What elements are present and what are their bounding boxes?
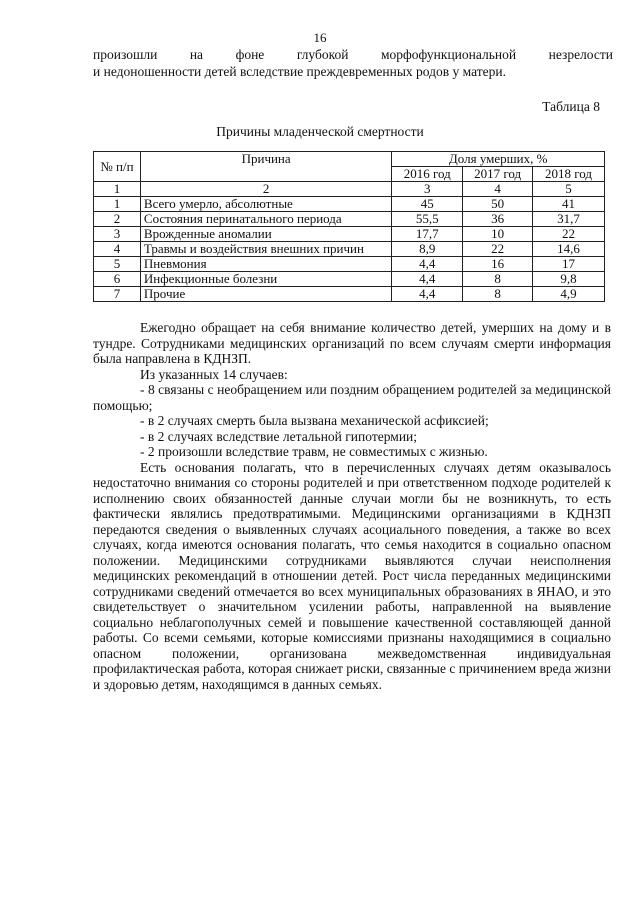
row-value-2018: 14,6 [533, 242, 605, 257]
row-value-2017: 10 [463, 227, 533, 242]
row-cause: Прочие [140, 287, 391, 302]
list-item: - в 2 случаях смерть была вызвана механической асфиксией; [140, 413, 489, 428]
table-cell: 3 [392, 182, 463, 197]
header-year: 2018 год [533, 167, 605, 182]
row-num: 3 [94, 227, 141, 242]
row-num: 1 [94, 197, 141, 212]
row-value-2016: 17,7 [392, 227, 463, 242]
row-cause: Травмы и воздействия внешних причин [140, 242, 391, 257]
row-num: 7 [94, 287, 141, 302]
list-item: - 2 произошли вследствие травм, не совместимых с жизнью. [140, 444, 488, 459]
row-value-2018: 22 [533, 227, 605, 242]
row-value-2017: 22 [463, 242, 533, 257]
row-num: 5 [94, 257, 141, 272]
table-row [94, 272, 605, 287]
row-value-2018: 41 [533, 197, 605, 212]
intro-line-2: и недоношенности детей вследствие преждевременных родов у матери. [93, 64, 506, 79]
row-cause: Состояния перинатального периода [140, 212, 391, 227]
row-value-2017: 8 [463, 287, 533, 302]
row-value-2018: 9,8 [533, 272, 605, 287]
row-value-2018: 17 [533, 257, 605, 272]
row-value-2017: 16 [463, 257, 533, 272]
intro-line-1: произошли на фоне глубокой морфофункциональной незрелости [93, 47, 613, 62]
row-value-2017: 8 [463, 272, 533, 287]
header-year: 2016 год [392, 167, 463, 182]
row-value-2016: 45 [392, 197, 463, 212]
header-num: № п/п [94, 152, 141, 182]
row-value-2016: 4,4 [392, 257, 463, 272]
table-label: Таблица 8 [542, 99, 600, 114]
intro-paragraph [93, 46, 613, 80]
table-row [94, 227, 605, 242]
row-cause: Инфекционные болезни [140, 272, 391, 287]
row-cause: Врожденные аномалии [140, 227, 391, 242]
page-number: 16 [313, 30, 327, 45]
row-value-2016: 4,4 [392, 272, 463, 287]
mortality-table [93, 151, 605, 302]
row-num: 6 [94, 272, 141, 287]
paragraph-prevention: Есть основания полагать, что в перечисленных случаях детям оказывалось недостаточно внимания со стороны родителей и при ответственном подходе родителей к исполнению своих обязанностей данные случаи могли бы не возникнуть, то есть фактически являлись предотвратимыми. Медицинскими организациями в КДНЗП передаются сведения о выявленных случаях асоциального поведения, а также во всех случаях, когда имеются основания полагать, что семья находится в социально опасном положении. Медицинскими сотрудниками выявляются случаи неисполнения медицинских рекомендаций в отношении детей. Рост числа переданных медицинскими сотрудниками сведений отмечается во всех муниципальных образованиях в ЯНАО, и это свидетельствует о значительном усилении работы, направленной на выявление социально неблагополучных семей и повышение качественной составляющей данной работы. Со всеми семьями, которые комиссиями признаны находящимися в социально опасном положении, организована межведомственная индивидуальная профилактическая работа, которая снижает риски, связанные с причинением вреда жизни и здоровью детям, находящимся в данных семьях. [93, 459, 612, 692]
header-cause: Причина [140, 152, 391, 182]
row-value-2016: 8,9 [392, 242, 463, 257]
row-num: 2 [94, 212, 141, 227]
row-value-2018: 4,9 [533, 287, 605, 302]
row-value-2016: 4,4 [392, 287, 463, 302]
row-value-2017: 50 [463, 197, 533, 212]
row-value-2016: 55,5 [392, 212, 463, 227]
table-row [94, 287, 605, 302]
table-header-row [94, 152, 605, 167]
row-cause: Пневмония [140, 257, 391, 272]
list-item: - в 2 случаях вследствие летальной гипотермии; [140, 428, 418, 444]
table-title: Причины младенческой смертности [216, 124, 424, 139]
table-row [94, 197, 605, 212]
row-num: 4 [94, 242, 141, 257]
body-text [93, 320, 611, 692]
row-value-2018: 31,7 [533, 212, 605, 227]
paragraph-cases-intro: Из указанных 14 случаев: [140, 366, 288, 382]
row-cause: Всего умерло, абсолютные [140, 197, 391, 212]
list-item: - 8 связаны с необращением или поздним обращением родителей за медицинской помощью; [93, 382, 611, 413]
table-cell: 2 [140, 182, 391, 197]
table-cell: 1 [94, 182, 141, 197]
table-row [94, 257, 605, 272]
row-value-2017: 36 [463, 212, 533, 227]
table-index-row [94, 182, 605, 197]
table-cell: 4 [463, 182, 533, 197]
header-year: 2017 год [463, 167, 533, 182]
table-cell: 5 [533, 182, 605, 197]
table-row [94, 212, 605, 227]
header-share: Доля умерших, % [392, 152, 605, 167]
paragraph-home-deaths: Ежегодно обращает на себя внимание количество детей, умерших на дому и в тундре. Сотрудниками медицинских организаций по всем случаям смерти информация была направлена в КДНЗП. [93, 320, 611, 366]
table-row [94, 242, 605, 257]
